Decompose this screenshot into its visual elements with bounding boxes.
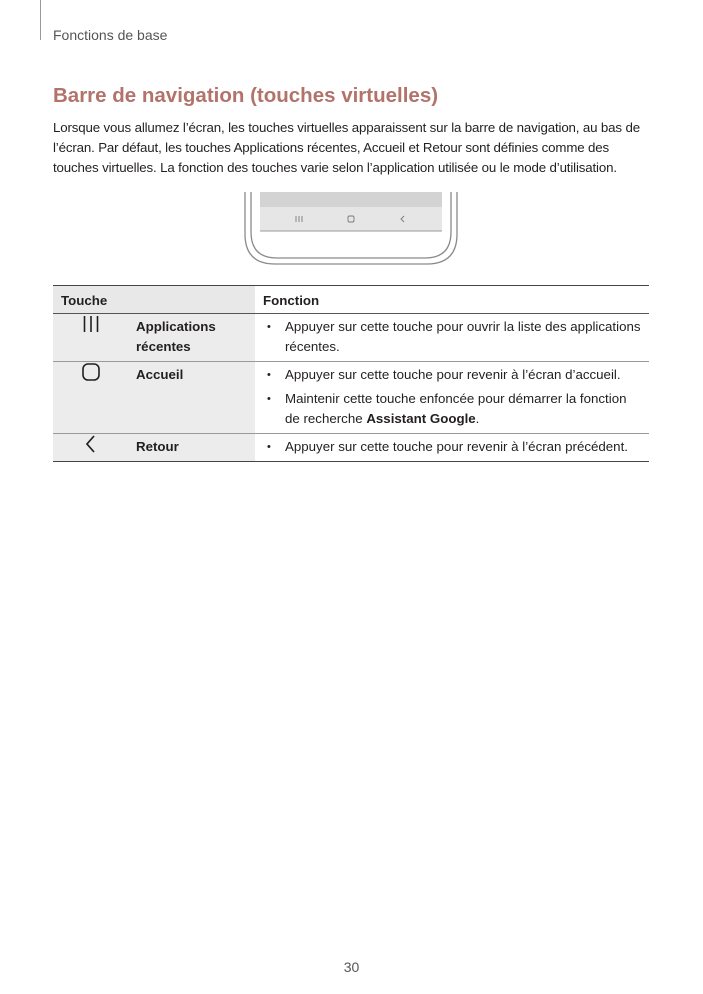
function-text: Appuyer sur cette touche pour revenir à l’écran précédent. xyxy=(285,439,628,454)
key-name: Accueil xyxy=(129,362,255,434)
bullet: • xyxy=(267,393,271,405)
function-text-before: Maintenir cette touche enfoncée pour démarrer la fonction de recherche xyxy=(285,391,627,426)
function-text-after: . xyxy=(475,411,480,426)
key-name: Retour xyxy=(129,434,255,462)
function-item xyxy=(265,317,641,357)
phone-navigation-bar-illustration xyxy=(244,192,458,266)
back-icon xyxy=(81,434,101,454)
function-item xyxy=(265,437,641,457)
bullet: • xyxy=(267,369,271,381)
table-row xyxy=(53,434,649,462)
table-header-row xyxy=(53,286,649,314)
header-rule xyxy=(40,0,41,40)
navigation-keys-table xyxy=(53,285,649,462)
key-function xyxy=(255,314,649,362)
key-function xyxy=(255,362,649,434)
table-row xyxy=(53,362,649,434)
key-icon-cell xyxy=(53,434,129,462)
section-label: Fonctions de base xyxy=(53,27,168,43)
function-item xyxy=(265,389,641,429)
key-name: Applications récentes xyxy=(129,314,255,362)
intro-paragraph: Lorsque vous allumez l’écran, les touches virtuelles apparaissent sur la barre de navigation, au bas de l’écran. Par défaut, les touches Applications récentes, Accueil et Retour sont définies comme des touches virtuelles. La fonction des touches varie selon l’application utilisée ou le mode d’utilisation. xyxy=(53,120,640,175)
table-row xyxy=(53,314,649,362)
assistant-google-label: Assistant Google xyxy=(366,411,476,426)
key-icon-cell xyxy=(53,314,129,362)
bullet: • xyxy=(267,441,271,453)
function-item xyxy=(265,365,641,385)
header-touche: Touche xyxy=(53,286,255,314)
bullet: • xyxy=(267,321,271,333)
key-function xyxy=(255,434,649,462)
home-icon xyxy=(81,362,101,382)
recent-apps-icon xyxy=(81,314,101,334)
key-icon-cell xyxy=(53,362,129,434)
page-number: 30 xyxy=(343,959,360,975)
function-text: Appuyer sur cette touche pour ouvrir la liste des applications récentes. xyxy=(285,319,641,354)
header-fonction: Fonction xyxy=(255,286,649,314)
page-title: Barre de navigation (touches virtuelles) xyxy=(53,84,439,107)
function-text: Appuyer sur cette touche pour revenir à l’écran d’accueil. xyxy=(285,367,621,382)
